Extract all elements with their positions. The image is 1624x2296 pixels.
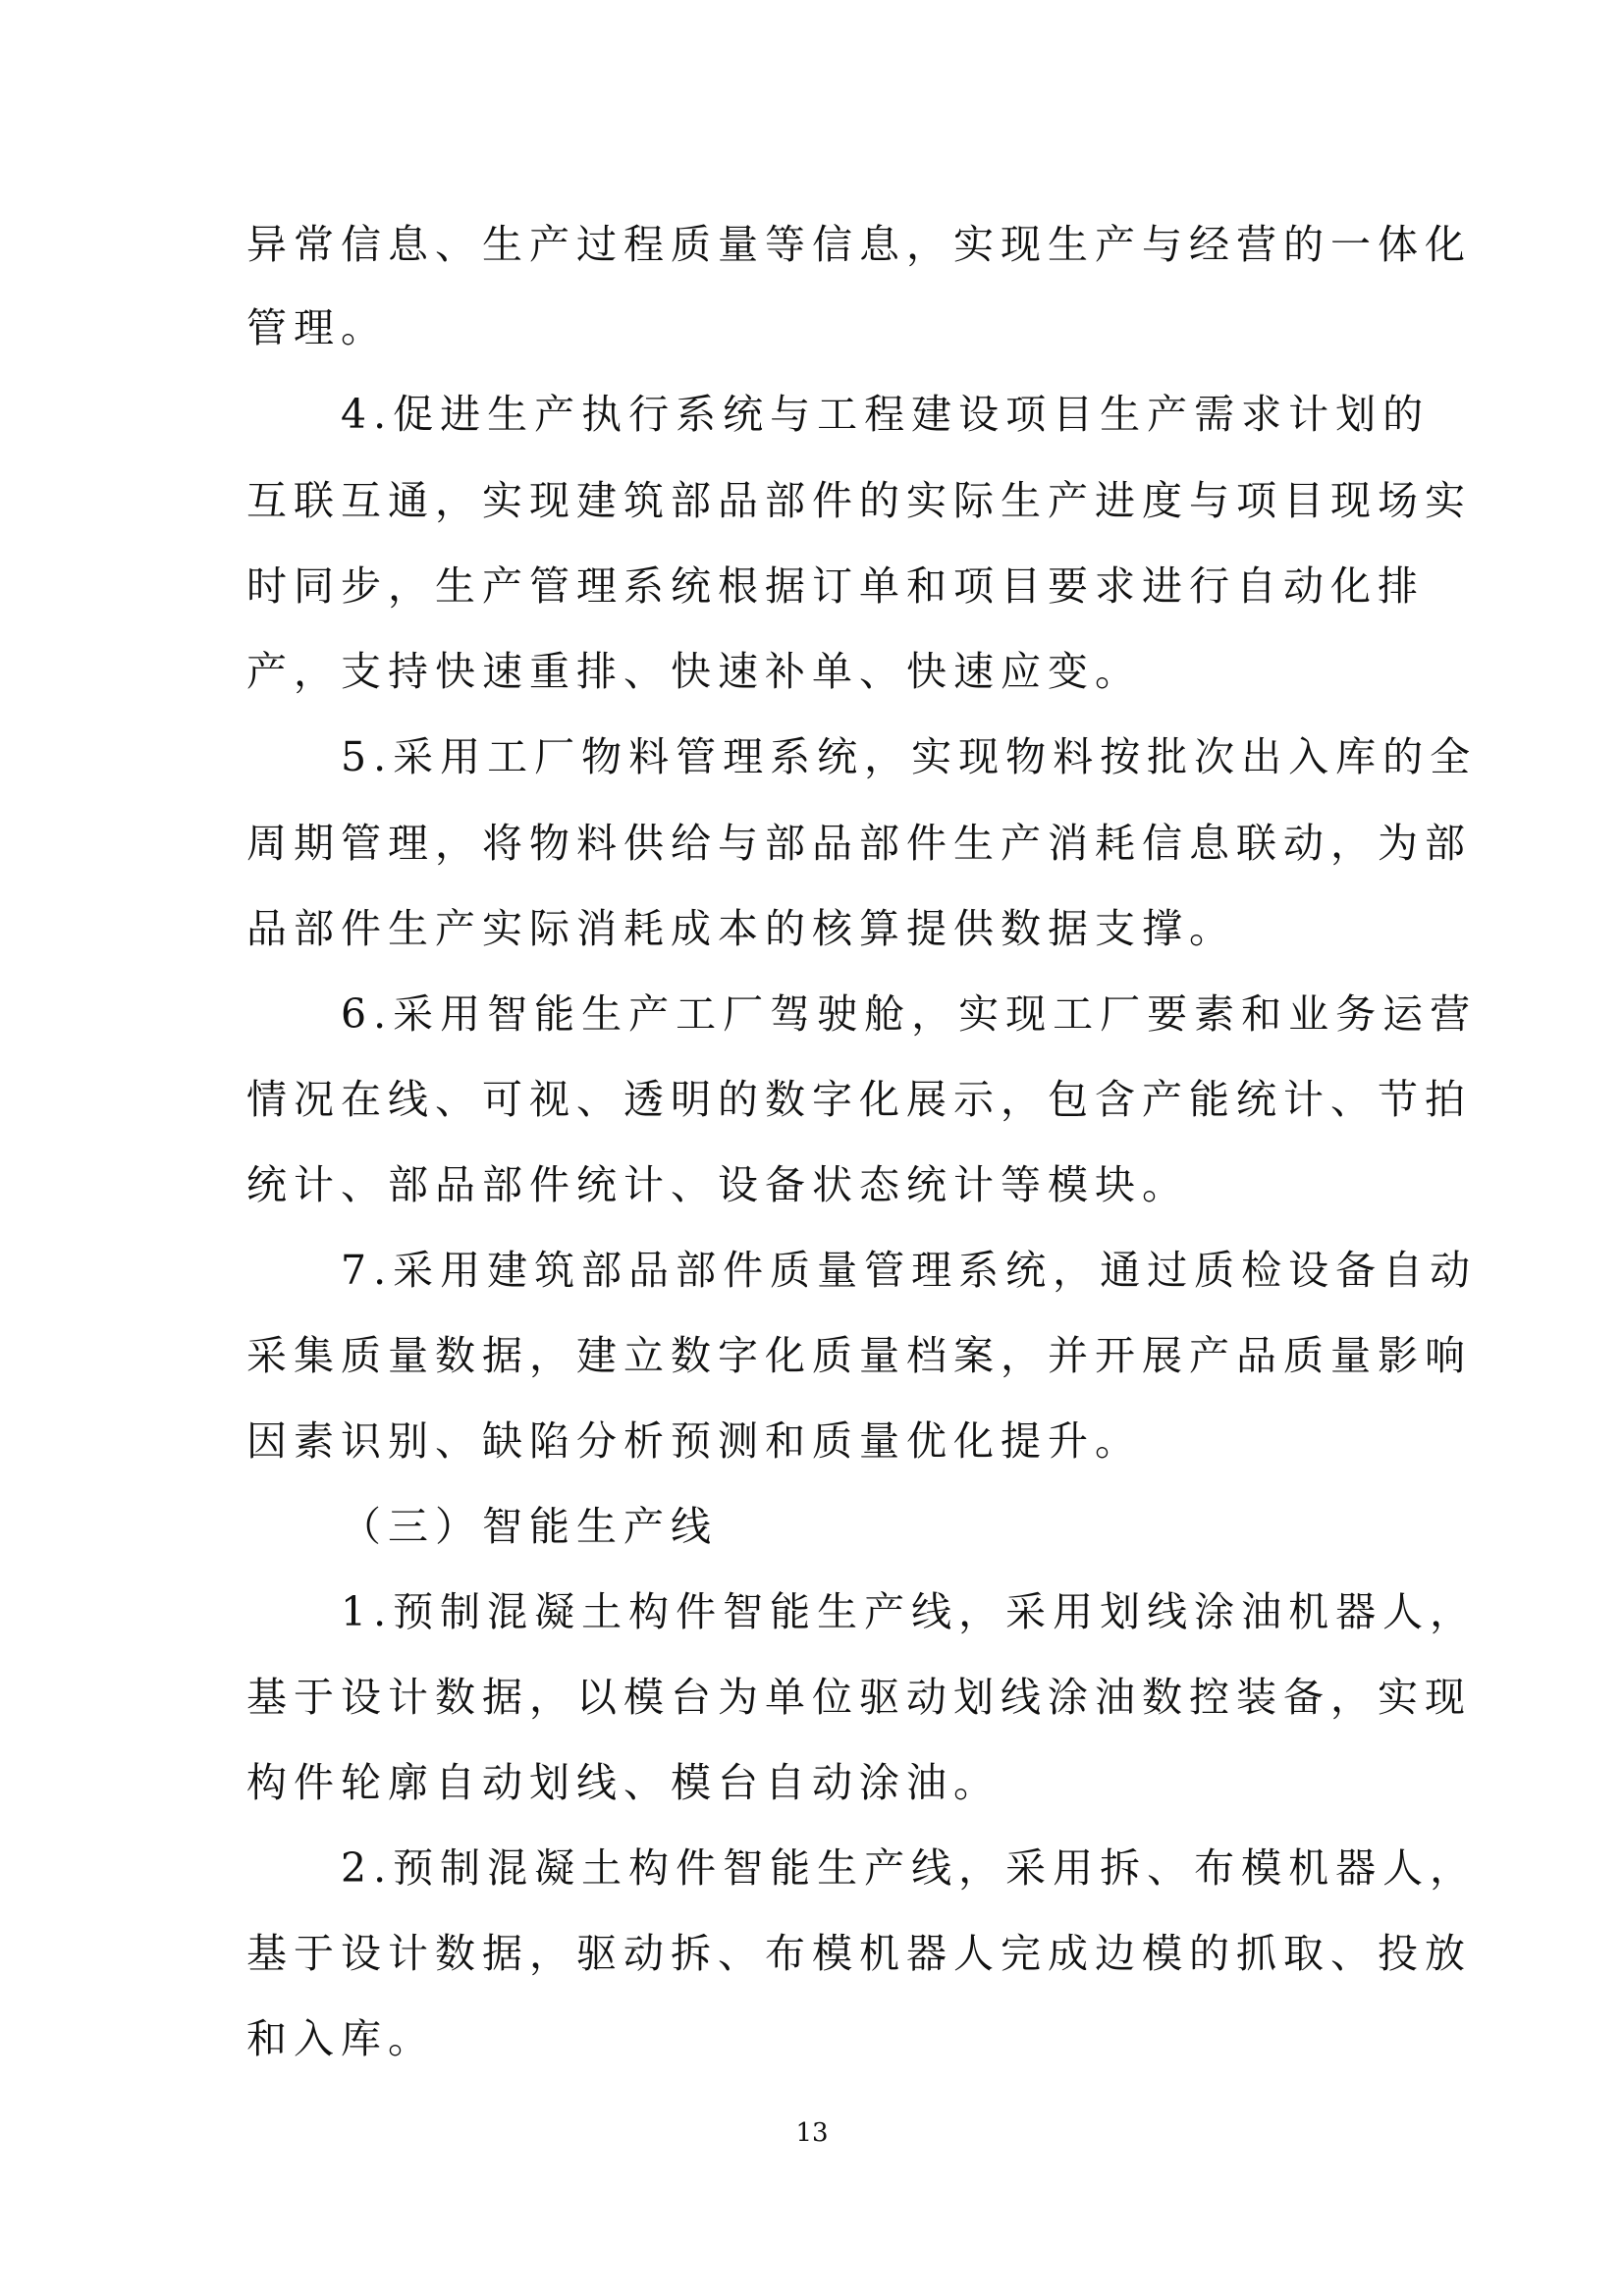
section-heading: （三）智能生产线 bbox=[341, 1503, 718, 1550]
text-line: 时同步，生产管理系统根据订单和项目要求进行自动化排 bbox=[246, 562, 1425, 610]
text-line: 周期管理，将物料供给与部品部件生产消耗信息联动，为部 bbox=[246, 820, 1472, 867]
list-item-7: 7.采用建筑部品部件质量管理系统，通过质检设备自动 bbox=[341, 1247, 1478, 1294]
list-item-1: 1.预制混凝土构件智能生产线，采用划线涂油机器人， bbox=[341, 1588, 1478, 1635]
text-line: 情况在线、可视、透明的数字化展示，包含产能统计、节拍 bbox=[246, 1076, 1472, 1123]
text-line: 基于设计数据，以模台为单位驱动划线涂油数控装备，实现 bbox=[246, 1674, 1472, 1721]
list-item-2: 2.预制混凝土构件智能生产线，采用拆、布模机器人， bbox=[341, 1844, 1478, 1892]
list-item-4: 4.促进生产执行系统与工程建设项目生产需求计划的 bbox=[341, 391, 1431, 438]
text-line: 采集质量数据，建立数字化质量档案，并开展产品质量影响 bbox=[246, 1332, 1472, 1379]
text-line: 产，支持快速重排、快速补单、快速应变。 bbox=[246, 648, 1142, 695]
list-item-5: 5.采用工厂物料管理系统，实现物料按批次出入库的全 bbox=[341, 733, 1478, 780]
text-line: 构件轮廓自动划线、模台自动涂油。 bbox=[246, 1759, 1001, 1806]
text-line: 基于设计数据，驱动拆、布模机器人完成边模的抓取、投放 bbox=[246, 1930, 1472, 1977]
text-line: 因素识别、缺陷分析预测和质量优化提升。 bbox=[246, 1417, 1142, 1465]
list-item-6: 6.采用智能生产工厂驾驶舱，实现工厂要素和业务运营 bbox=[341, 990, 1478, 1038]
text-line: 互联互通，实现建筑部品部件的实际生产进度与项目现场实 bbox=[246, 477, 1472, 524]
text-line: 异常信息、生产过程质量等信息，实现生产与经营的一体化 bbox=[246, 221, 1472, 268]
text-line: 和入库。 bbox=[246, 2015, 435, 2062]
text-line: 统计、部品部件统计、设备状态统计等模块。 bbox=[246, 1161, 1189, 1208]
text-line: 管理。 bbox=[246, 304, 388, 351]
page-number: 13 bbox=[795, 2118, 829, 2148]
text-line: 品部件生产实际消耗成本的核算提供数据支撑。 bbox=[246, 905, 1236, 952]
